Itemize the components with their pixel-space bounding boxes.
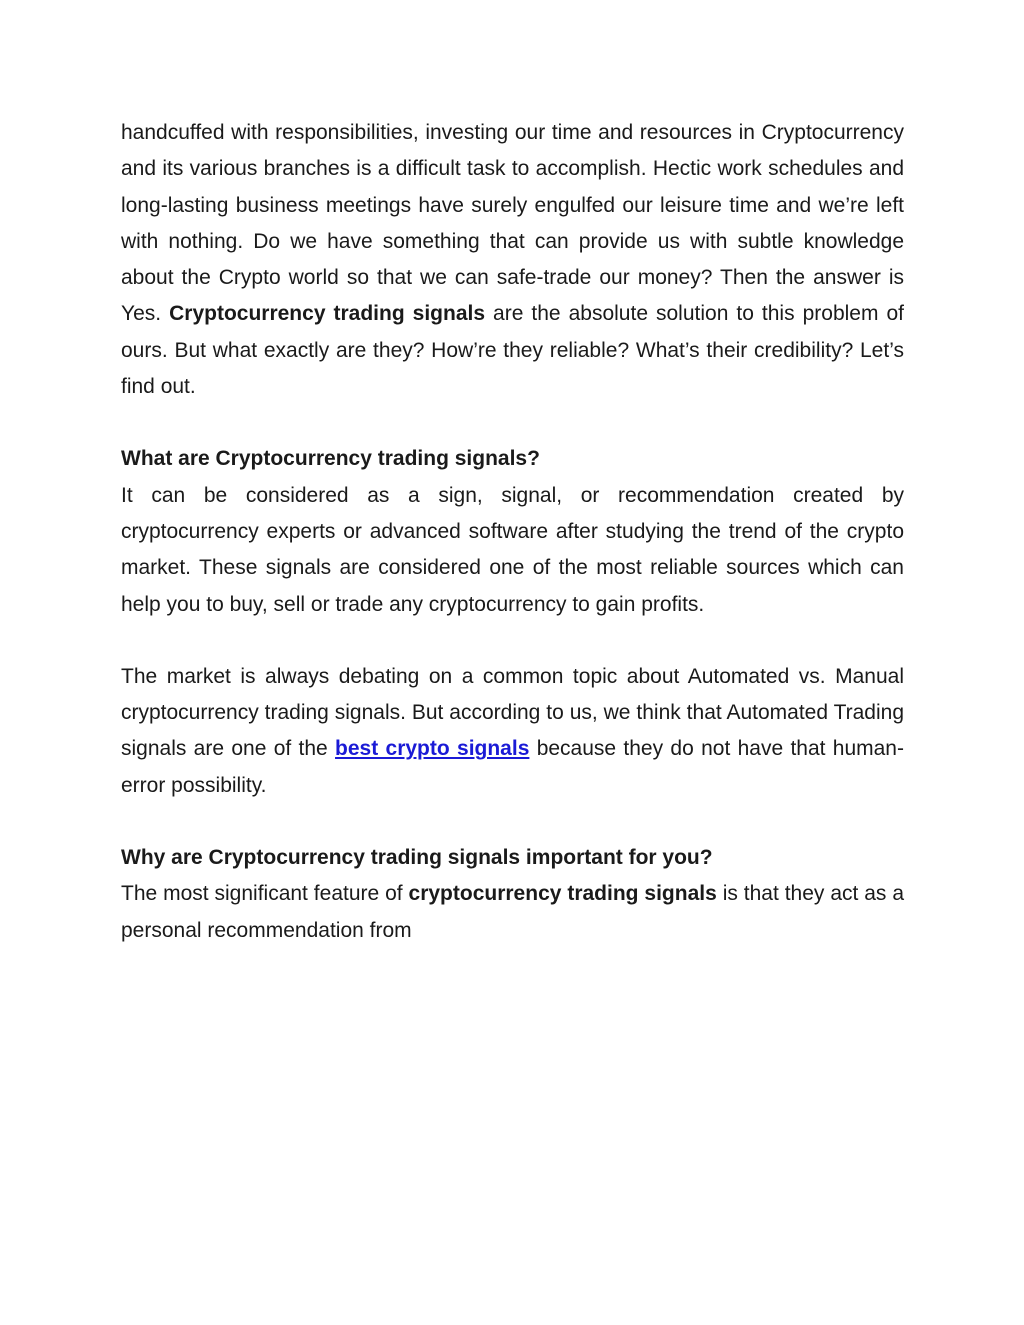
importance-text: The most significant feature of <box>121 882 403 906</box>
best-crypto-signals-link[interactable]: best crypto signals <box>335 737 530 761</box>
automated-text-continued: because they do not have that human-error possibility. <box>121 737 904 797</box>
spacer <box>121 405 904 441</box>
automated-paragraph <box>121 659 904 804</box>
spacer <box>121 804 904 840</box>
intro-paragraph <box>121 115 904 405</box>
importance-paragraph <box>121 876 904 949</box>
section-heading-what: What are Cryptocurrency trading signals? <box>121 447 540 471</box>
importance-bold-term: cryptocurrency trading signals <box>408 882 717 906</box>
intro-bold-term: Cryptocurrency trading signals <box>169 302 486 326</box>
intro-text-continued: are the absolute solution to this problem of ours. But what exactly are they? How’re they reliable? What’s their credibility? Let’s find out. <box>121 302 904 399</box>
automated-text: The market is always debating on a common topic about Automated vs. Manual cryptocurrency trading signals. But according to us, we think that Automated Trading signals are one of the <box>121 664 904 761</box>
spacer <box>121 623 904 659</box>
importance-text-continued: is that they act as a personal recommendation from <box>121 882 905 942</box>
definition-paragraph: It can be considered as a sign, signal, or recommendation created by cryptocurrency experts or advanced software after studying the trend of the crypto market. These signals are considered one of the most reliable sources which can help you to buy, sell or trade any cryptocurrency to gain profits. <box>121 483 904 616</box>
document-page <box>121 115 904 949</box>
intro-text: handcuffed with responsibilities, investing our time and resources in Cryptocurrency and its various branches is a difficult task to accomplish. Hectic work schedules and long-lasting business meetings have surely engulfed our leisure time and we’re left with nothing. Do we have something that can provide us with subtle knowledge about the Crypto world so that we can safe-trade our money? Then the answer is Yes. <box>121 121 904 326</box>
section-heading-why: Why are Cryptocurrency trading signals important for you? <box>121 846 713 870</box>
